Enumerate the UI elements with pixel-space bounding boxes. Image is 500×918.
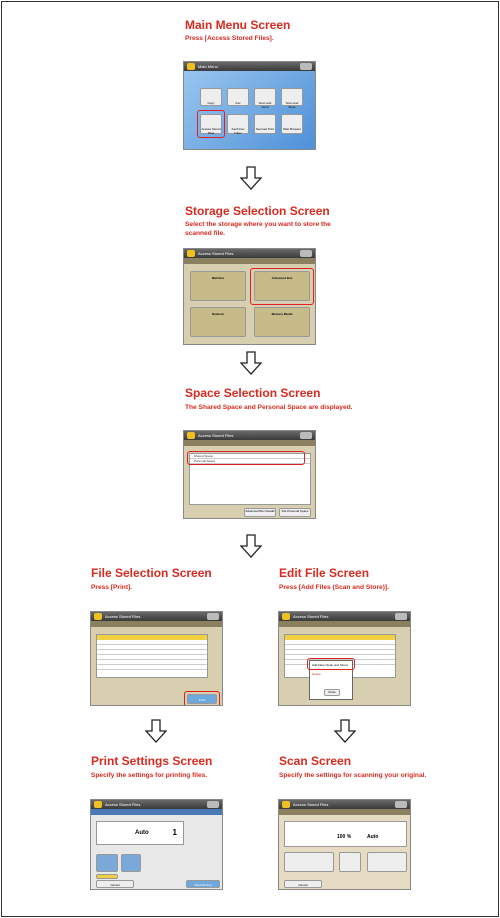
list-item[interactable]: Shared Space — [190, 454, 310, 459]
scan-screenshot — [278, 799, 411, 890]
home-icon — [187, 63, 195, 70]
settings-button[interactable] — [207, 801, 219, 808]
tile-copy-label: Copy — [207, 101, 215, 105]
edit-file-subbar — [279, 621, 410, 627]
tile-fax-label: Fax — [235, 101, 241, 105]
option-network[interactable] — [190, 307, 246, 337]
cancel-button[interactable]: Cancel — [284, 880, 322, 888]
main-menu-bar — [184, 62, 315, 71]
tile-fax-inbox-label: Fax/I-Fax Inbox — [231, 127, 245, 135]
list-item[interactable]: Personal Space — [190, 459, 310, 464]
print-settings-screenshot — [90, 799, 223, 890]
storage-title: Storage Selection Screen — [185, 204, 330, 218]
file-list — [96, 634, 208, 678]
edit-file-bar — [279, 612, 410, 621]
folder-icon — [187, 432, 195, 439]
main-menu-title: Main Menu Screen — [185, 18, 291, 32]
option-network-label: Network — [212, 312, 224, 316]
tile-web-browser-label: Web Browser — [283, 127, 301, 131]
paper-auto-value: Auto — [135, 830, 149, 836]
options-button[interactable] — [367, 852, 407, 872]
space-screenshot — [183, 430, 316, 519]
down-arrow-icon — [240, 166, 262, 190]
folder-icon — [94, 801, 102, 808]
settings-button[interactable] — [300, 250, 312, 257]
cancel-button[interactable]: Cancel — [96, 880, 134, 888]
tile-fax[interactable] — [227, 88, 249, 106]
scan-subbar — [279, 809, 410, 815]
main-menu-desc: Press [Access Stored Files]. — [185, 35, 274, 42]
tile-copy[interactable] — [200, 88, 222, 106]
duplex-button[interactable] — [339, 852, 361, 872]
color-setting-button[interactable] — [96, 854, 118, 872]
edit-file-bar-title: Access Stored Files — [293, 614, 329, 619]
file-selection-bar-title: Access Stored Files — [105, 614, 141, 619]
print-settings-bar-title: Access Stored Files — [105, 802, 141, 807]
folder-icon — [282, 801, 290, 808]
start-printing-button[interactable]: Start Printing — [186, 880, 220, 888]
folder-icon — [282, 613, 290, 620]
edit-file-title: Edit File Screen — [279, 566, 370, 580]
table-row[interactable] — [97, 665, 207, 670]
copies-value: 1 — [172, 828, 177, 837]
delete-menu-item[interactable]: Delete — [312, 672, 321, 676]
space-bar — [184, 431, 315, 440]
down-arrow-icon — [334, 719, 356, 743]
down-arrow-icon — [145, 719, 167, 743]
option-memory-media[interactable] — [254, 307, 310, 337]
file-personal-space-button[interactable]: File Personal Space — [279, 508, 311, 517]
file-selection-title: File Selection Screen — [91, 566, 212, 580]
print-settings-subbar — [91, 809, 222, 815]
highlight-access-stored-files — [197, 110, 225, 138]
storage-subbar — [184, 258, 315, 264]
file-selection-screenshot — [90, 611, 223, 706]
scan-bar-title: Access Stored Files — [293, 802, 329, 807]
storage-desc: Select the storage where you want to store the scanned file. — [185, 221, 331, 237]
highlight-add-files — [307, 658, 355, 670]
tile-scan-store[interactable] — [281, 88, 303, 109]
tile-secured-print[interactable] — [254, 114, 276, 134]
settings-button[interactable] — [395, 613, 407, 620]
scan-title: Scan Screen — [279, 754, 352, 768]
print-settings-bar — [91, 800, 222, 809]
down-arrow-icon — [240, 534, 262, 558]
storage-screenshot — [183, 248, 316, 345]
main-menu-screenshot — [183, 61, 316, 150]
close-button[interactable]: Close — [324, 689, 340, 696]
edit-file-desc: Press [Add Files (Scan and Store)]. — [279, 584, 389, 591]
print-settings-desc: Specify the settings for printing files. — [91, 772, 208, 779]
tile-secured-print-label: Secured Print — [255, 127, 275, 131]
file-selection-subbar — [91, 621, 222, 627]
option-memory-media-label: Memory Media — [271, 312, 293, 316]
space-subbar — [184, 440, 315, 446]
space-title: Space Selection Screen — [185, 386, 321, 400]
storage-bar — [184, 249, 315, 258]
edit-file-screenshot — [278, 611, 411, 706]
option-mail-box[interactable] — [190, 271, 246, 301]
scan-bar — [279, 800, 410, 809]
print-panel — [96, 821, 184, 845]
storage-bar-title: Access Stored Files — [198, 251, 234, 256]
add-files-menu-item[interactable]: Add Files (Scan and Store) — [310, 661, 352, 670]
main-menu-bar-title: Main Menu — [198, 64, 218, 69]
scan-auto-value: Auto — [367, 834, 379, 840]
tile-fax-inbox[interactable] — [227, 114, 249, 134]
settings-button[interactable] — [395, 801, 407, 808]
advanced-box-details-button[interactable]: Advanced Box Details — [244, 508, 276, 517]
tile-scan-store-label: Scan and Store — [285, 101, 299, 109]
print-button[interactable]: Print — [187, 694, 217, 704]
settings-button[interactable] — [207, 613, 219, 620]
tile-scan-send-label: Scan and Send — [258, 101, 272, 109]
print-settings-title: Print Settings Screen — [91, 754, 213, 768]
option-mail-box-label: Mail Box — [211, 276, 225, 280]
file-selection-desc: Press [Print]. — [91, 584, 133, 591]
zoom-value: 100 % — [337, 834, 352, 840]
scan-desc: Specify the settings for scanning your original. — [279, 772, 427, 779]
file-selection-bar — [91, 612, 222, 621]
folder-icon — [94, 613, 102, 620]
settings-button[interactable] — [300, 63, 312, 70]
down-arrow-icon — [240, 351, 262, 375]
option-advanced-box-label: Advanced Box — [271, 276, 293, 280]
status-badge — [96, 874, 118, 879]
tile-access-label: Access Stored Files — [201, 127, 221, 135]
finishing-button[interactable] — [121, 854, 141, 872]
space-desc: The Shared Space and Personal Space are displayed. — [185, 404, 353, 411]
tile-scan-send[interactable] — [254, 88, 276, 109]
highlight-space-rows — [187, 451, 305, 465]
scan-options-panel[interactable] — [284, 852, 334, 872]
tile-web-browser[interactable] — [281, 114, 303, 134]
space-bar-title: Access Stored Files — [198, 433, 234, 438]
folder-icon — [187, 250, 195, 257]
scan-panel — [284, 821, 407, 847]
highlight-advanced-box — [250, 268, 314, 305]
highlight-print-button — [184, 691, 220, 706]
settings-button[interactable] — [300, 432, 312, 439]
